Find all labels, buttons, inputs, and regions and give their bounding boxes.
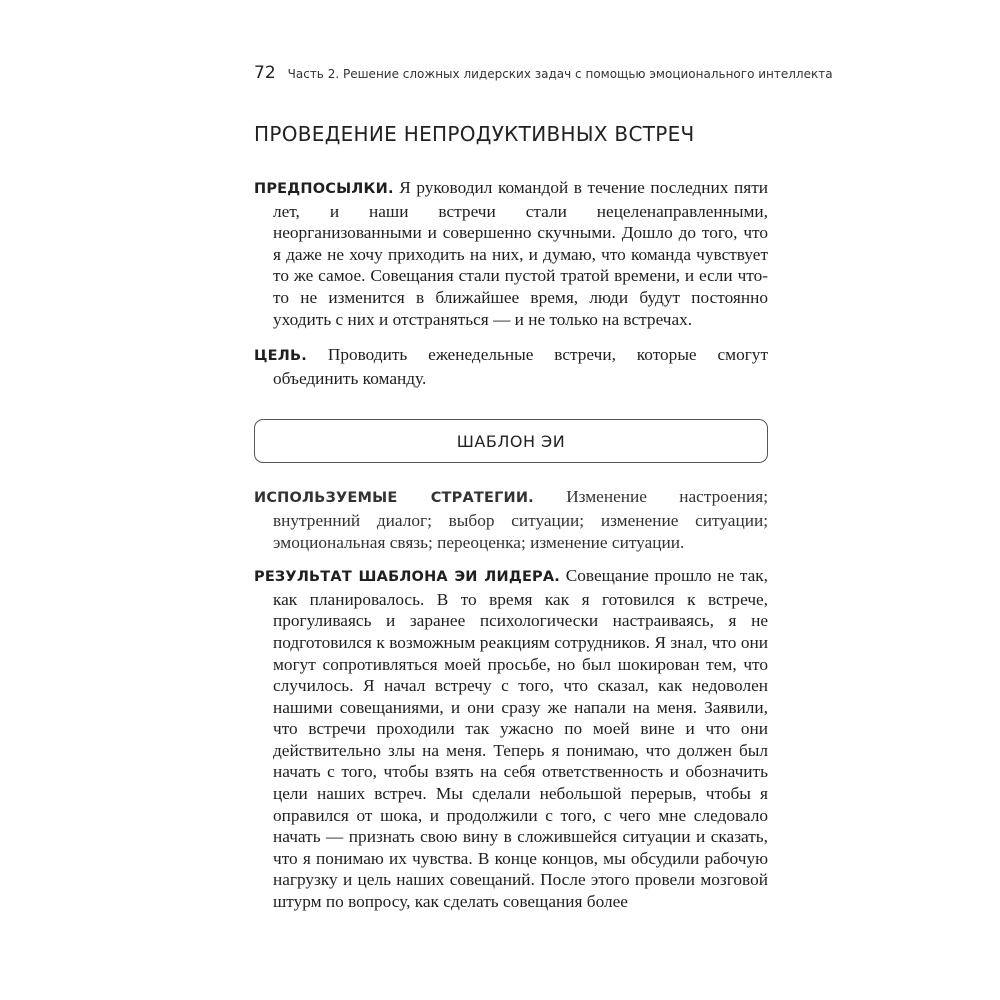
goal-label: ЦЕЛЬ. bbox=[254, 348, 307, 365]
page-number: 72 bbox=[254, 63, 276, 83]
template-box-label: ШАБЛОН ЭИ bbox=[456, 431, 566, 451]
template-box bbox=[254, 419, 768, 463]
strategies-label: ИСПОЛЬЗУЕМЫЕ СТРАТЕГИИ. bbox=[254, 490, 534, 507]
goal-text: Проводить еженедельные встречи, которые смогут объединить команду. bbox=[273, 345, 769, 388]
background-label: ПРЕДПОСЫЛКИ. bbox=[254, 181, 394, 197]
result-text: Совещание прошло не так, как планировалось. В то время как я готовился к встрече, прогуливаясь и заранее психологически настраиваясь, я не подготовился к возможным реакциям сотрудников. Я знал, что они могут сопротивляться моей просьбе, но был шокирован тем, что случилось. Я начал встречу с того, что сказал, как недоволен нашими совещаниями, и они сразу же напали на меня. Заявили, что встречи проходили так ужасно по моей вине и что они действительно злы на меня. Теперь я понимаю, что должен был начать с того, чтобы взять на себя ответственность и обозначить цели наших встреч. Мы сделали небольшой перерыв, чтобы я оправился от шока, и продолжили с того, с чего мне следовало начать — признать свою вину в сложившейся ситуации и сказать, что я понимаю их чувства. В конце концов, мы обсудили рабочую нагрузку и цель наших совещаний. После этого провели мозговой штурм по вопросу, как сделать совещания более bbox=[273, 566, 768, 912]
result-label: РЕЗУЛЬТАТ ШАБЛОНА ЭИ ЛИДЕРА. bbox=[254, 569, 561, 586]
goal-paragraph bbox=[254, 344, 768, 389]
background-text: Я руководил командой в течение последних пяти лет, и наши встречи стали нецеленаправленными, неорганизованными и совершенно скучными. Дошло до того, что я даже не хочу приходить на них, и думаю, что команда чувствует то же самое. Совещания стали пустой тратой времени, и если что-то не изменится в ближайшее время, люди будут постоянно уходить с них и отстраняться — и не только на встречах. bbox=[273, 178, 768, 329]
strategies-text: Изменение настроения; внутренний диалог; выбор ситуации; изменение ситуации; эмоциональная связь; переоценка; изменение ситуации. bbox=[273, 487, 768, 552]
section-title: ПРОВЕДЕНИЕ НЕПРОДУКТИВНЫХ ВСТРЕЧ bbox=[254, 122, 695, 146]
running-title: Часть 2. Решение сложных лидерских задач с помощью эмоционального интеллекта bbox=[287, 67, 833, 81]
running-header bbox=[254, 60, 833, 86]
strategies-paragraph bbox=[254, 486, 768, 553]
result-paragraph bbox=[254, 565, 768, 913]
background-paragraph bbox=[254, 177, 768, 330]
book-page bbox=[254, 60, 833, 913]
